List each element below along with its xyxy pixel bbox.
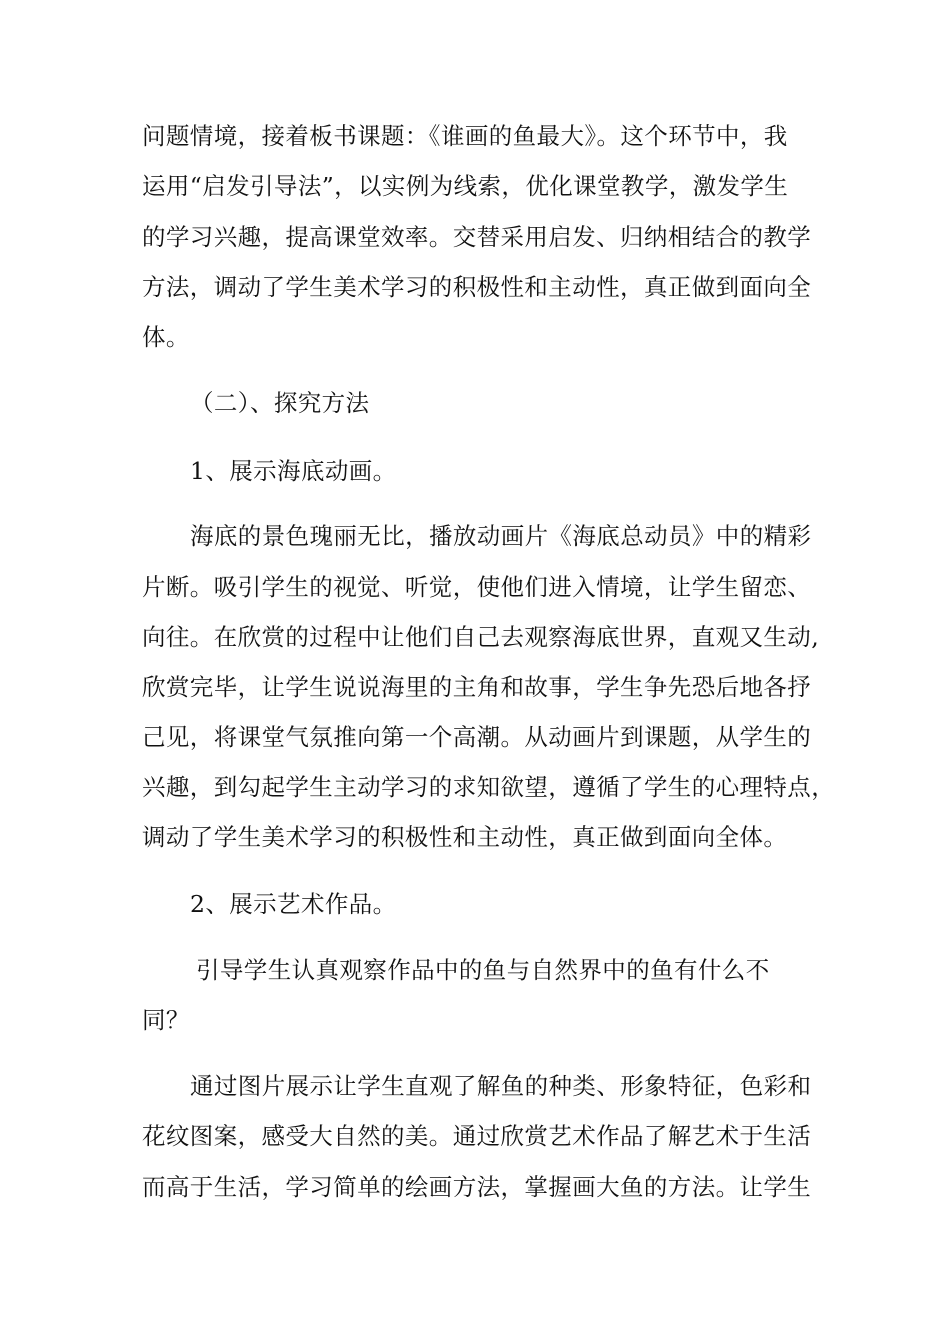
paragraph-line: 通过图片展示让学生直观了解鱼的种类、形象特征，色彩和 <box>190 1072 812 1100</box>
paragraph-line: 海底的景色瑰丽无比，播放动画片《海底总动员》中的精彩 <box>190 522 812 550</box>
paragraph-line: 己见，将课堂气氛推向第一个高潮。从动画片到课题，从学生的 <box>142 723 812 751</box>
list-item-heading: 1、展示海底动画。 <box>190 457 397 485</box>
paragraph-line: 花纹图案，感受大自然的美。通过欣赏艺术作品了解艺术于生活 <box>142 1122 812 1150</box>
paragraph-line: 向往。在欣赏的过程中让他们自己去观察海底世界，直观又生动, <box>142 623 820 651</box>
paragraph-line: 片断。吸引学生的视觉、听觉，使他们进入情境，让学生留恋、 <box>142 573 812 601</box>
list-item-heading: 2、展示艺术作品。 <box>190 890 397 918</box>
paragraph-line: 而高于生活，学习简单的绘画方法，掌握画大鱼的方法。让学生 <box>142 1173 812 1201</box>
paragraph-line: 方法，调动了学生美术学习的积极性和主动性，真正做到面向全 <box>142 273 812 301</box>
section-heading: （二）、探究方法 <box>190 389 370 417</box>
paragraph-line: 同？ <box>142 1006 190 1034</box>
paragraph-line: 兴趣，到勾起学生主动学习的求知欲望，遵循了学生的心理特点， <box>142 773 836 801</box>
paragraph-line: 问题情境，接着板书课题：《谁画的鱼最大》。这个环节中，我 <box>142 122 788 150</box>
paragraph-line: 引导学生认真观察作品中的鱼与自然界中的鱼有什么不 <box>196 956 770 984</box>
paragraph-line: 的学习兴趣，提高课堂效率。交替采用启发、归纳相结合的教学 <box>142 223 812 251</box>
paragraph-line: 调动了学生美术学习的积极性和主动性，真正做到面向全体。 <box>142 823 788 851</box>
paragraph-line: 体。 <box>142 323 190 351</box>
paragraph-line: 运用“启发引导法”，以实例为线索，优化课堂教学，激发学生 <box>142 172 789 200</box>
paragraph-line: 欣赏完毕，让学生说说海里的主角和故事，学生争先恐后地各抒 <box>142 673 812 701</box>
